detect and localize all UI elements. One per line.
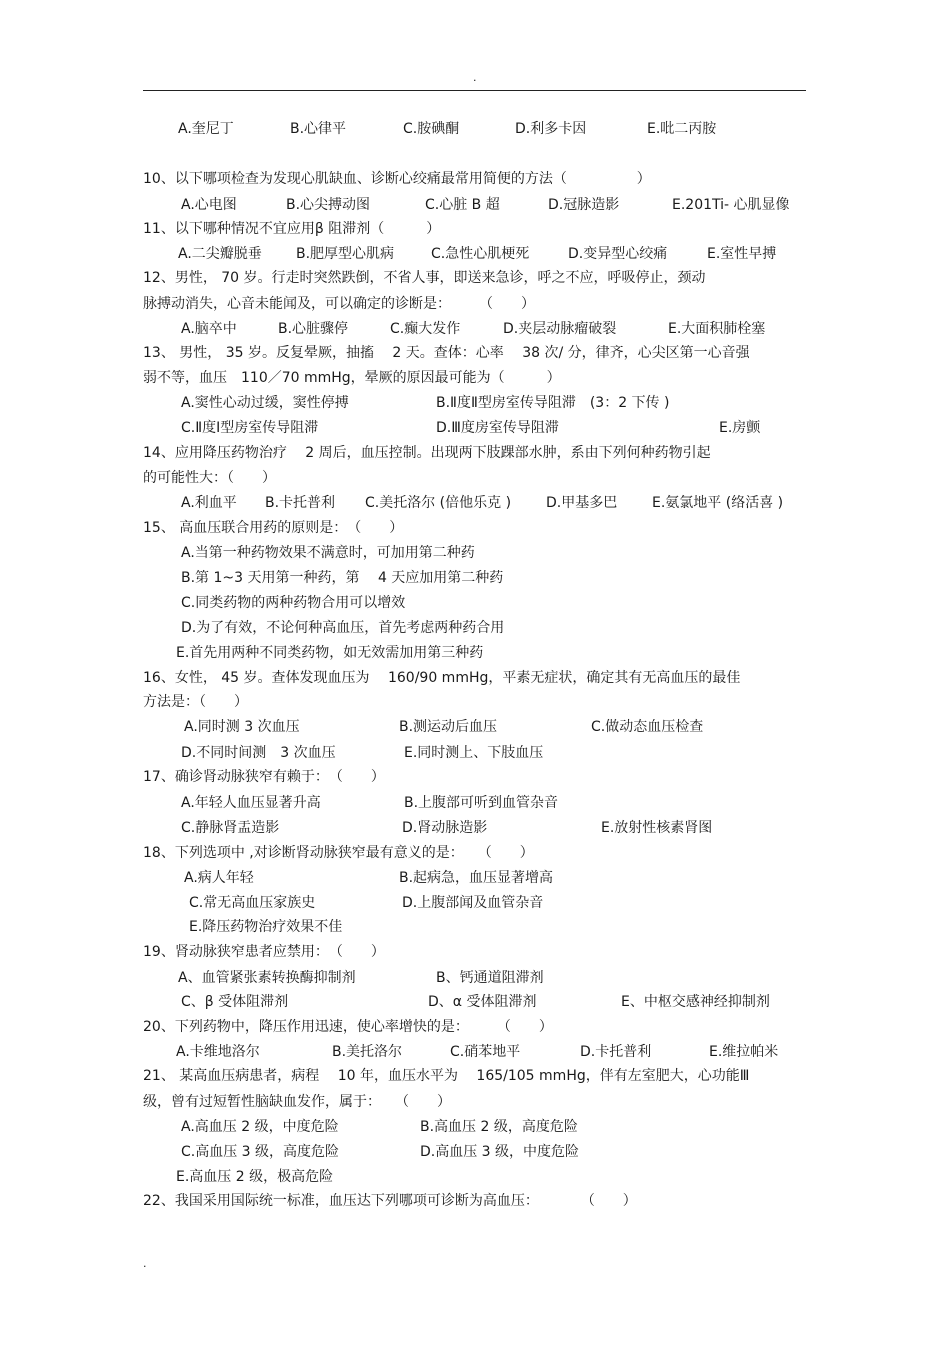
option: A.奎尼丁 <box>178 121 234 137</box>
option: A.脑卒中 <box>181 321 237 337</box>
option: C.静脉肾盂造影 <box>181 820 280 836</box>
option: E.氨氯地平 (络活喜 ) <box>652 495 784 511</box>
option: B.心脏骤停 <box>278 321 349 337</box>
question-17-stem: 17、确诊肾动脉狭窄有赖于： （ ） <box>143 769 385 785</box>
header-rule <box>143 90 806 91</box>
question-11-stem: 11、以下哪种情况不宜应用β 阻滞剂（ ） <box>143 221 441 237</box>
option: A.高血压 2 级，中度危险 <box>181 1119 339 1135</box>
option: B.第 1~3 天用第一种药，第 4 天应加用第二种药 <box>181 570 504 586</box>
option: B.肥厚型心肌病 <box>296 246 395 262</box>
option: E.首先用两种不同类药物，如无效需加用第三种药 <box>176 645 484 661</box>
option: C.Ⅱ度Ⅰ型房室传导阻滞 <box>181 420 319 436</box>
option: D.卡托普利 <box>580 1044 652 1060</box>
option: C.硝苯地平 <box>450 1044 521 1060</box>
option: A、血管紧张素转换酶抑制剂 <box>178 970 356 986</box>
option: E.同时测上、下肢血压 <box>404 745 544 761</box>
question-20-stem: 20、下列药物中，降压作用迅速，使心率增快的是： （ ） <box>143 1019 553 1035</box>
question-16-stem: 16、女性， 45 岁。查体发现血压为 160/90 mmHg，平素无症状，确定其有无高血压的最佳 <box>143 670 741 686</box>
option: E.吡二丙胺 <box>647 121 717 137</box>
question-13-stem-cont: 弱不等，血压 110／70 mmHg，晕厥的原因最可能为（ ） <box>143 370 561 386</box>
option: A.卡维地洛尔 <box>176 1044 260 1060</box>
option: D.变异型心绞痛 <box>568 246 668 262</box>
option: C.常无高血压家族史 <box>189 895 316 911</box>
option: B.起病急，血压显著增高 <box>399 870 554 886</box>
option: D.夹层动脉瘤破裂 <box>503 321 617 337</box>
option: D、α 受体阻滞剂 <box>428 994 537 1010</box>
option: D.肾动脉造影 <box>402 820 488 836</box>
question-16-stem-cont: 方法是：（ ） <box>143 694 248 710</box>
option: C.做动态血压检查 <box>591 719 704 735</box>
question-19-stem: 19、肾动脉狭窄患者应禁用： （ ） <box>143 944 385 960</box>
question-21-stem: 21、 某高血压病患者，病程 10 年，血压水平为 165/105 mmHg，伴有左室肥大，心功能Ⅲ <box>143 1068 750 1084</box>
option: A.二尖瓣脱垂 <box>178 246 262 262</box>
question-18-stem: 18、下列选项中 ,对诊断肾动脉狭窄最有意义的是： （ ） <box>143 845 534 861</box>
option: D.不同时间测 3 次血压 <box>181 745 336 761</box>
option: A.窦性心动过缓，窦性停搏 <box>181 395 349 411</box>
question-10-stem: 10、以下哪项检查为发现心肌缺血、诊断心绞痛最常用简便的方法（ ） <box>143 171 651 187</box>
option: B.Ⅱ度Ⅱ型房室传导阻滞 (3：2 下传 ) <box>436 395 670 411</box>
option: A.病人年轻 <box>184 870 254 886</box>
option: E.放射性核素肾图 <box>601 820 713 836</box>
option: E.201Ti- 心肌显像 <box>672 197 790 213</box>
question-13-stem: 13、 男性， 35 岁。反复晕厥，抽搐 2 天。查体：心率 38 次/ 分，律齐，心尖区第一心音强 <box>143 345 750 361</box>
option: E、中枢交感神经抑制剂 <box>621 994 770 1010</box>
option: C.美托洛尔 (倍他乐克 ) <box>365 495 512 511</box>
header-dot: . <box>473 71 477 84</box>
option: A.年轻人血压显著升高 <box>181 795 321 811</box>
question-21-stem-cont: 级，曾有过短暂性脑缺血发作，属于： （ ） <box>143 1094 451 1110</box>
option: E.房颤 <box>719 420 761 436</box>
option: B.心尖搏动图 <box>286 197 371 213</box>
option: E.高血压 2 级，极高危险 <box>176 1169 334 1185</box>
option: B.美托洛尔 <box>332 1044 403 1060</box>
option: D.上腹部闻及血管杂音 <box>402 895 544 911</box>
option: C.胺碘酮 <box>403 121 460 137</box>
option: D.Ⅲ度房室传导阻滞 <box>436 420 559 436</box>
question-12-stem: 12、男性， 70 岁。行走时突然跌倒，不省人事，即送来急诊，呼之不应，呼吸停止，颈动 <box>143 270 706 286</box>
option: C.同类药物的两种药物合用可以增效 <box>181 595 406 611</box>
option: C.癫大发作 <box>390 321 461 337</box>
option: E.室性早搏 <box>707 246 777 262</box>
question-14-stem: 14、应用降压药物治疗 2 周后，血压控制。出现两下肢踝部水肿，系由下列何种药物引起 <box>143 445 711 461</box>
option: E.降压药物治疗效果不佳 <box>189 919 343 935</box>
question-22-stem: 22、我国采用国际统一标准，血压达下列哪项可诊断为高血压： （ ） <box>143 1193 637 1209</box>
option: C.急性心肌梗死 <box>431 246 530 262</box>
option: A.心电图 <box>181 197 237 213</box>
option: B.卡托普利 <box>265 495 336 511</box>
footer-dot: . <box>143 1257 147 1270</box>
option: D.高血压 3 级，中度危险 <box>420 1144 580 1160</box>
option: A.当第一种药物效果不满意时，可加用第二种药 <box>181 545 475 561</box>
option: E.维拉帕米 <box>709 1044 779 1060</box>
option: D.冠脉造影 <box>548 197 620 213</box>
option: C、β 受体阻滞剂 <box>181 994 289 1010</box>
option: E.大面积肺栓塞 <box>668 321 766 337</box>
option: A.利血平 <box>181 495 237 511</box>
option: D.甲基多巴 <box>546 495 618 511</box>
option: A.同时测 3 次血压 <box>184 719 300 735</box>
option: C.心脏 B 超 <box>425 197 500 213</box>
option: B.上腹部可听到血管杂音 <box>404 795 559 811</box>
question-12-stem-cont: 脉搏动消失，心音未能闻及，可以确定的诊断是： （ ） <box>143 296 535 312</box>
option: B.高血压 2 级，高度危险 <box>420 1119 578 1135</box>
option: D.利多卡因 <box>515 121 587 137</box>
option: B.测运动后血压 <box>399 719 498 735</box>
option: B、钙通道阻滞剂 <box>436 970 544 986</box>
option: D.为了有效，不论何种高血压，首先考虑两种药合用 <box>181 620 505 636</box>
option: C.高血压 3 级，高度危险 <box>181 1144 340 1160</box>
option: B.心律平 <box>290 121 347 137</box>
question-15-stem: 15、 高血压联合用药的原则是： （ ） <box>143 520 404 536</box>
question-14-stem-cont: 的可能性大：（ ） <box>143 470 276 486</box>
